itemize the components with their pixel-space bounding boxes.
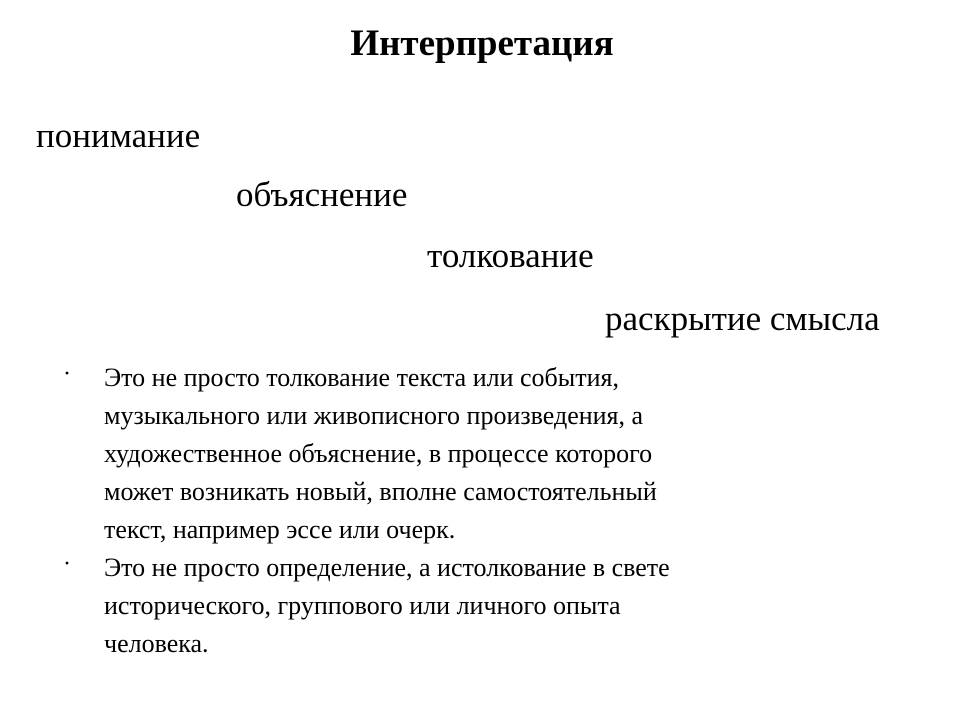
bullet-item (60, 359, 860, 549)
term-explanation: объяснение (236, 175, 408, 214)
term-interpretation: толкование (427, 236, 594, 275)
bullet-text-line: может возникать новый, вполне самостоятельный (104, 477, 657, 506)
slide-title: Интерпретация (350, 23, 614, 64)
bullet-text-line: музыкального или живописного произведения, а (104, 401, 644, 430)
bullet-list (60, 359, 860, 663)
bullet-text-line: художественное объяснение, в процессе которого (104, 439, 653, 468)
bullet-text-line: Это не просто определение, а истолкование в свете (104, 553, 670, 582)
term-meaning-disclosure: раскрытие смысла (605, 299, 880, 338)
bullet-text-line: Это не просто толкование текста или события, (104, 363, 619, 392)
term-understanding: понимание (36, 116, 201, 155)
bullet-dot-icon: · (63, 361, 71, 387)
bullet-text-line: исторического, группового или личного опыта (104, 591, 621, 620)
bullet-text-line: текст, например эссе или очерк. (104, 515, 456, 544)
bullet-item (60, 549, 860, 663)
bullet-dot-icon: · (63, 551, 71, 577)
bullet-text-line: человека. (104, 629, 209, 658)
